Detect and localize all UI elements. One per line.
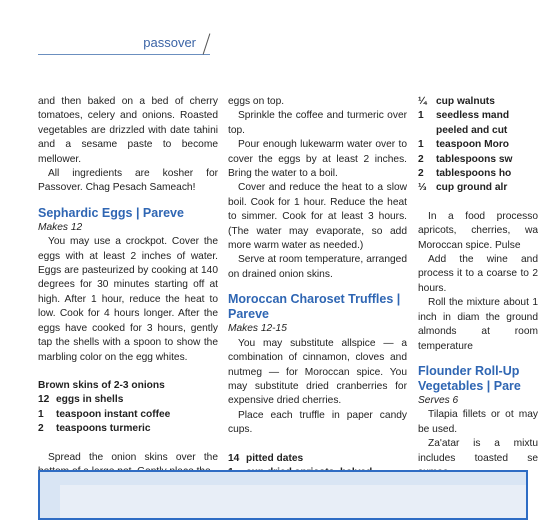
instruction-paragraph: Pour enough lukewarm water over to cover the eggs by at least 2 inches. Bring the water to a boil. <box>228 139 407 180</box>
ingredient-line: 1 teaspoon instant coffee <box>38 408 171 420</box>
recipe-title-charoset-truffles: Moroccan Charoset Truffles | Pareve <box>228 292 401 322</box>
recipe-title-sephardic-eggs: Sephardic Eggs | Pareve <box>38 205 184 220</box>
ingredient-line: 12 eggs in shells <box>38 394 124 406</box>
instruction-paragraph: Tilapia fillets or ot may be used. <box>418 409 538 435</box>
intro-paragraph: and then baked on a bed of cherry tomatoes, celery and onions. Roasted vegetables are drizzled with date tahini and a sesame paste to become mellower. <box>38 96 218 165</box>
bottom-feature-box <box>38 470 528 520</box>
ingredient-line: 2 tablespoons sw <box>418 153 513 165</box>
column-3 <box>418 95 538 480</box>
instruction-paragraph: Roll the mixture about 1 inch in diam the ground almonds at room temperature <box>418 297 538 352</box>
ingredient-line: 2 teaspoons turmeric <box>38 423 151 435</box>
instruction-paragraph: In a food processo apricots, cherries, wa Moroccan spice. Pulse <box>418 210 538 251</box>
ingredient-line: ⅓ cup ground alr <box>418 182 508 194</box>
column-1 <box>38 95 218 479</box>
feature-box-inner <box>60 485 526 518</box>
recipe-yield: Makes 12 <box>38 221 83 233</box>
instruction-paragraph: eggs on top. <box>228 96 285 107</box>
instruction-paragraph: Cover and reduce the heat to a slow boil. Cook for 1 hour. Reduce the heat to simmer. Cook for at least 3 hours. (The water may evaporate, so add more warm water as needed.) <box>228 182 407 252</box>
instruction-paragraph: Add the wine and process it to a coarse to 2 hours. <box>418 254 538 294</box>
ingredient-heading: Brown skins of 2-3 onions <box>38 379 165 391</box>
instruction-paragraph: Place each truffle in paper candy cups. <box>228 409 407 436</box>
column-2 <box>228 95 407 495</box>
section-header <box>38 34 210 55</box>
header-slash-decoration <box>203 33 211 54</box>
recipe-title-flounder-roll-ups: Flounder Roll-Up Vegetables | Pare <box>418 363 521 393</box>
ingredient-line: 1 seedless mand <box>418 110 510 122</box>
section-label: passover <box>143 35 196 50</box>
ingredient-line: 14 pitted dates <box>228 452 304 464</box>
instruction-paragraph: You may use a crockpot. Cover the eggs with at least 2 inches of water. Eggs are pasteurized by cooking at 140 degrees for 30 minutes starting off at high. After 1 hour, reduce the heat to low. Cook for 4 hours longer. After the eggs have cooked for 3 hours, gently tap the shells with a spoon to show the marbling color on the egg whites. <box>38 236 218 363</box>
instruction-paragraph: Spread the onion skins over the <box>48 451 218 463</box>
instruction-paragraph: Serve at room temperature, arranged on drained onion skins. <box>228 254 407 280</box>
recipe-yield: Makes 12-15 <box>228 323 287 335</box>
instruction-paragraph: You may substitute allspice — a combination of cinnamon, cloves and nutmeg — for Moroccan spice. You may substitute dried cranberries for expensive dried cherries. <box>228 337 407 407</box>
ingredient-line: peeled and cut <box>436 124 508 136</box>
instruction-paragraph: Za'atar is a mixtu includes toasted se <box>418 438 538 464</box>
instruction-paragraph: Sprinkle the coffee and turmeric over top. <box>228 110 407 136</box>
recipe-yield: Serves 6 <box>418 394 459 406</box>
ingredient-line: 1 teaspoon Moro <box>418 139 510 151</box>
intro-paragraph-2: All ingredients are kosher for Passover. Chag Pesach Sameach! <box>38 168 218 194</box>
ingredient-line: ¼ cup walnuts <box>418 96 495 107</box>
ingredient-line: 2 tablespoons ho <box>418 168 512 180</box>
